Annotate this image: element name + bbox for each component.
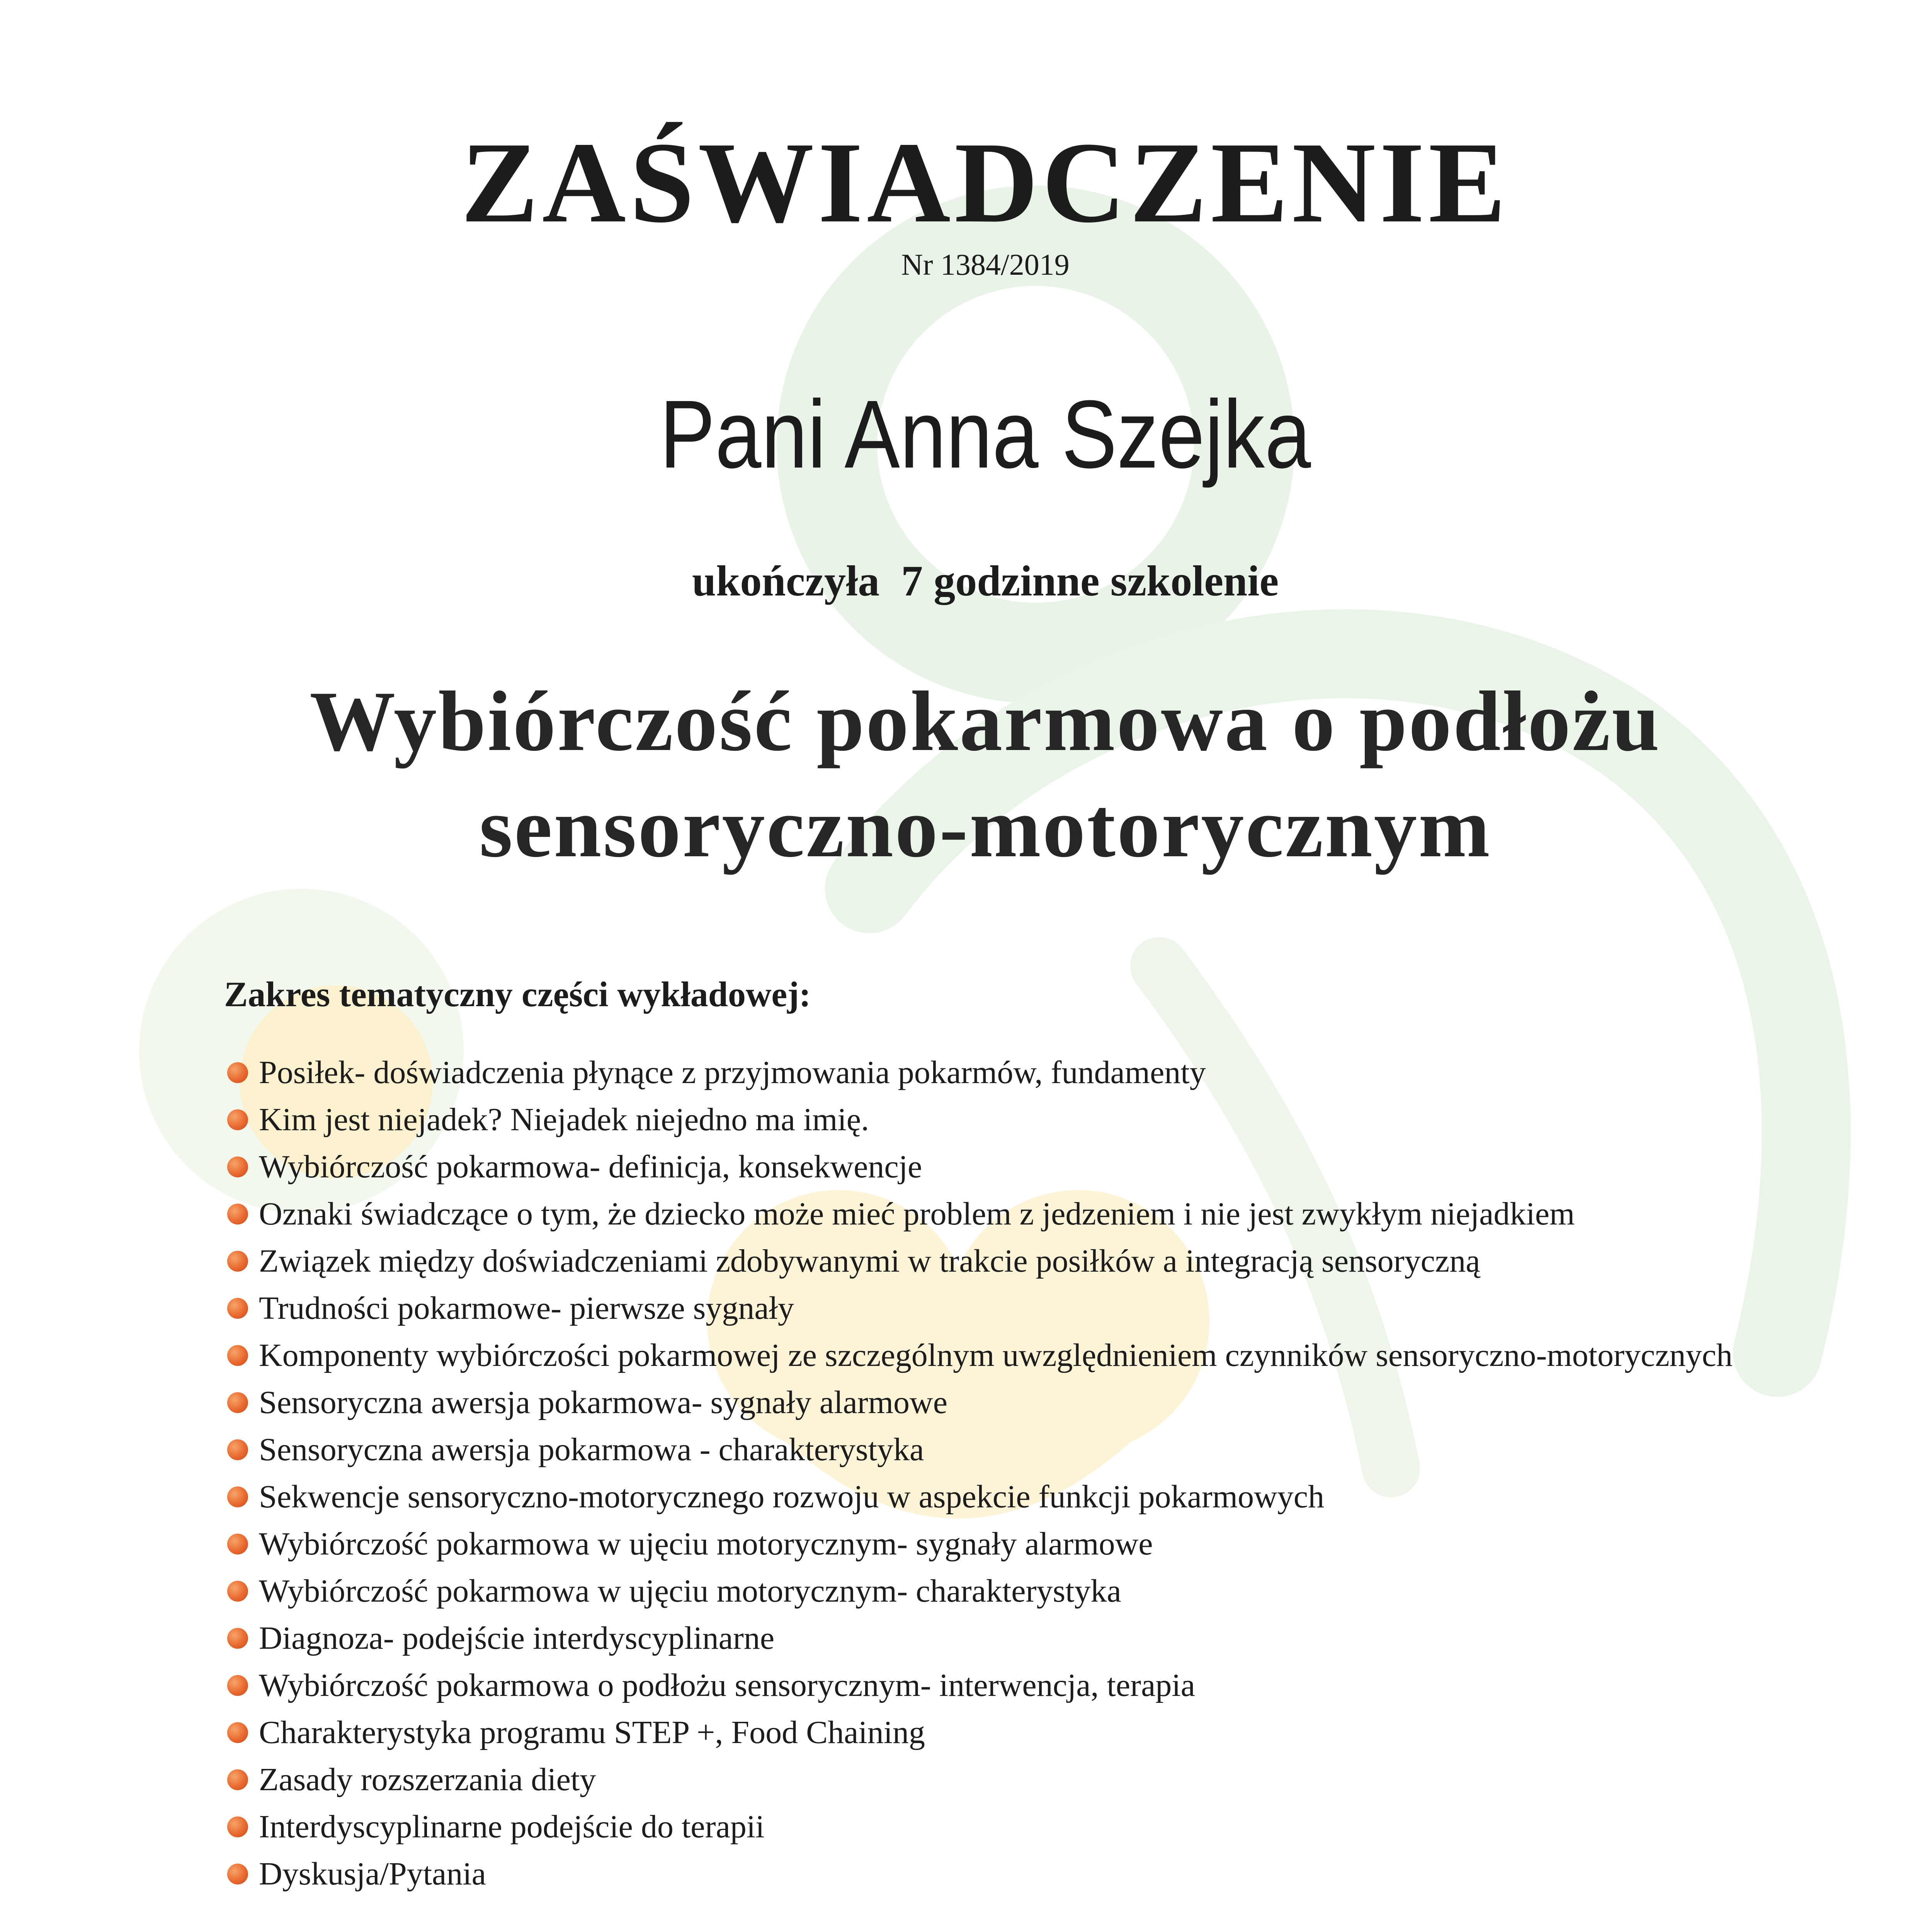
list-item: Związek między doświadczeniami zdobywanymi w trakcie posiłków a integracją sensoryczną: [224, 1238, 1750, 1285]
bullet-icon: [227, 1062, 248, 1083]
bullet-icon: [227, 1769, 248, 1790]
bullet-icon: [227, 1345, 248, 1366]
certificate-number: Nr 1384/2019: [901, 248, 1070, 281]
list-item: Wybiórczość pokarmowa w ujęciu motorycznym- sygnały alarmowe: [224, 1520, 1750, 1568]
list-item: Sekwencje sensoryczno-motorycznego rozwoju w aspekcie funkcji pokarmowych: [224, 1473, 1750, 1520]
bullet-icon: [227, 1628, 248, 1649]
list-item: Zasady rozszerzania diety: [224, 1756, 1750, 1803]
list-item: Oznaki świadczące o tym, że dziecko może mieć problem z jedzeniem i nie jest zwykłym niejadkiem: [224, 1190, 1750, 1238]
bullet-icon: [227, 1581, 248, 1602]
bullet-icon: [227, 1486, 248, 1507]
bullet-icon: [227, 1675, 248, 1696]
list-item: Wybiórczość pokarmowa- definicja, konsekwencje: [224, 1143, 1750, 1190]
recipient-name: Pani Anna Szejka: [660, 380, 1311, 488]
completed-text: ukończyła 7 godzinne szkolenie: [692, 557, 1279, 605]
list-item: Sensoryczna awersja pokarmowa - charakterystyka: [224, 1426, 1750, 1473]
bullet-icon: [227, 1156, 248, 1177]
list-item: Diagnoza- podejście interdyscyplinarne: [224, 1615, 1750, 1662]
list-item: Wybiórczość pokarmowa w ujęciu motorycznym- charakterystyka: [224, 1568, 1750, 1615]
list-item: Sensoryczna awersja pokarmowa- sygnały alarmowe: [224, 1379, 1750, 1426]
bullet-icon: [227, 1534, 248, 1554]
list-item: Komponenty wybiórczości pokarmowej ze szczególnym uwzględnieniem czynników sensoryczno-motorycznych: [224, 1332, 1750, 1379]
course-title: Wybiórczość pokarmowa o podłożu sensoryczno-motorycznym: [310, 674, 1661, 875]
list-item: Wybiórczość pokarmowa o podłożu sensorycznym- interwencja, terapia: [224, 1662, 1750, 1709]
list-item: Posiłek- doświadczenia płynące z przyjmowania pokarmów, fundamenty: [224, 1049, 1750, 1096]
bullet-icon: [227, 1392, 248, 1413]
list-item: Charakterystyka programu STEP +, Food Chaining: [224, 1709, 1750, 1756]
topics-heading: Zakres tematyczny części wykładowej:: [224, 975, 811, 1014]
list-item: Kim jest niejadek? Niejadek niejedno ma imię.: [224, 1096, 1750, 1143]
certificate-title: ZAŚWIADCZENIE: [461, 118, 1510, 247]
bullet-icon: [227, 1722, 248, 1743]
bullet-icon: [227, 1298, 248, 1319]
list-item: Interdyscyplinarne podejście do terapii: [224, 1803, 1750, 1850]
bullet-icon: [227, 1109, 248, 1130]
topics-list: [224, 1049, 1750, 1898]
bullet-icon: [227, 1816, 248, 1837]
bullet-icon: [227, 1204, 248, 1225]
bullet-icon: [227, 1251, 248, 1272]
bullet-icon: [227, 1439, 248, 1460]
list-item: Trudności pokarmowe- pierwsze sygnały: [224, 1285, 1750, 1332]
list-item: Dyskusja/Pytania: [224, 1850, 1750, 1898]
bullet-icon: [227, 1864, 248, 1884]
